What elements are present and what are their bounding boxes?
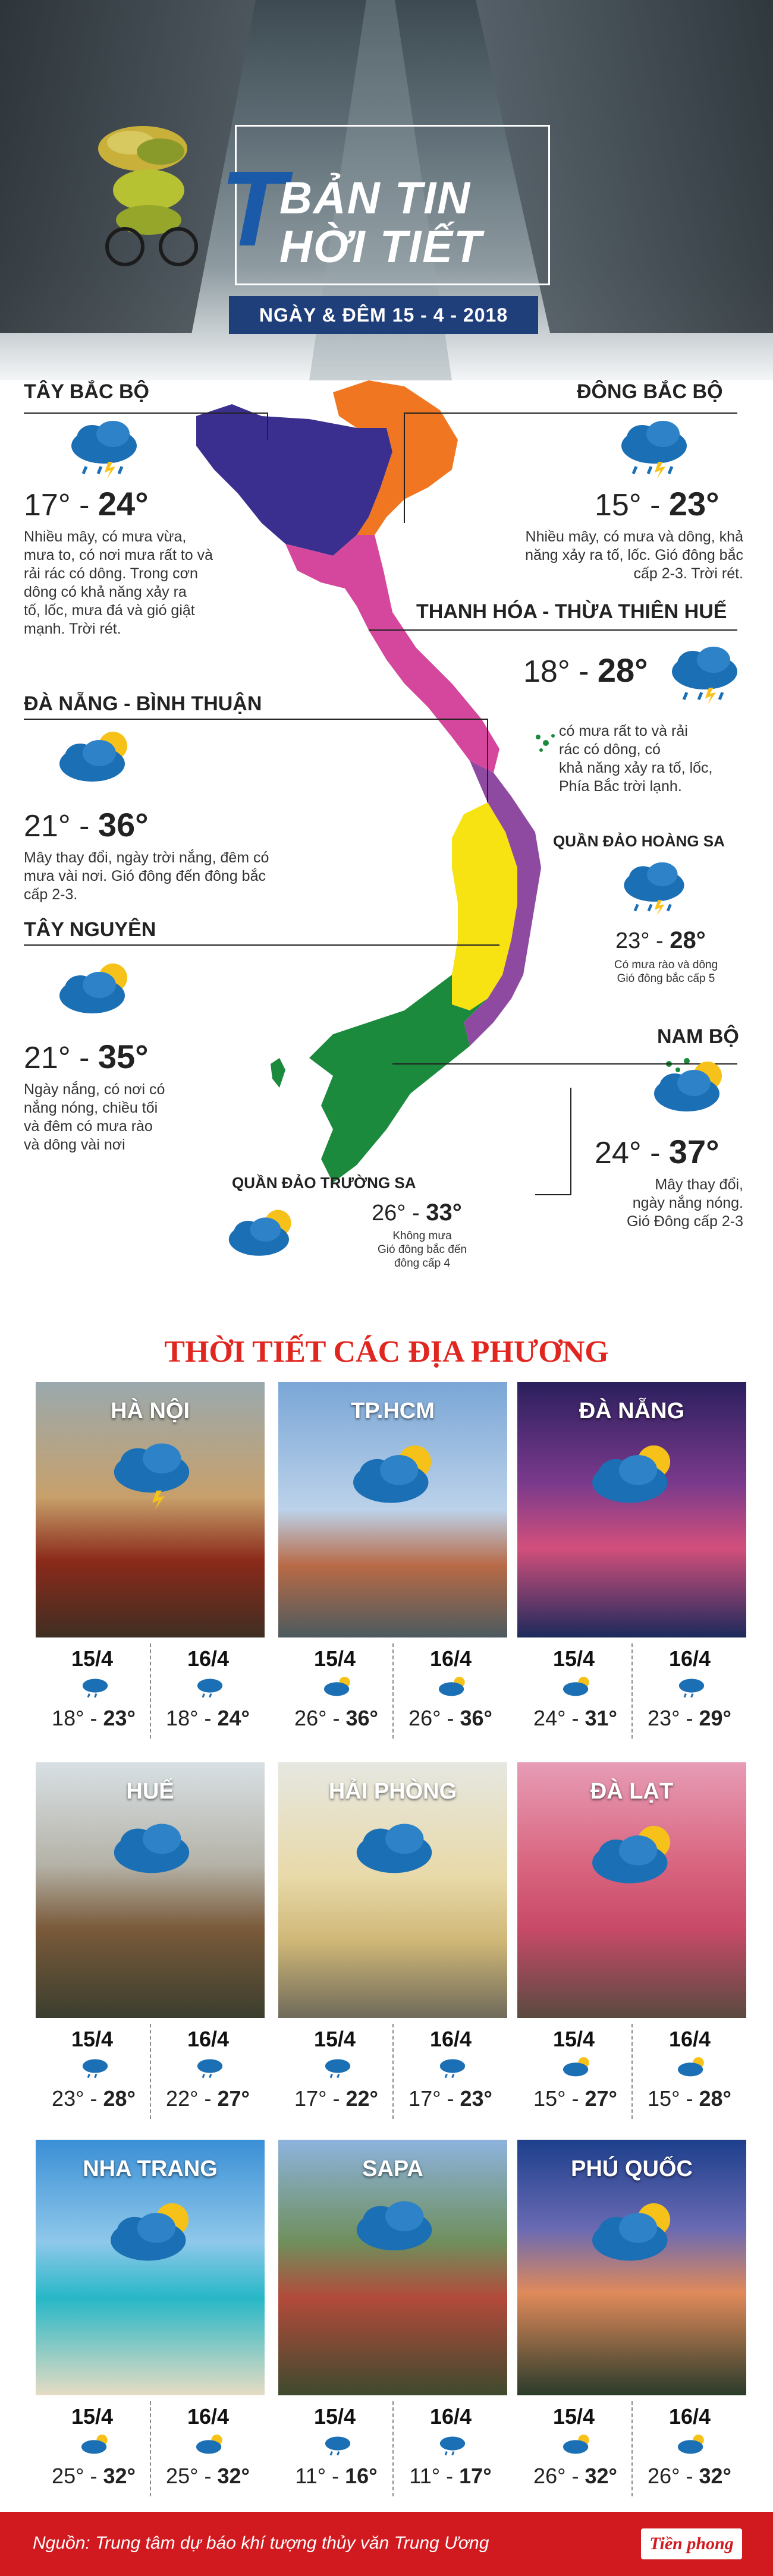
city-name: ĐÀ NẴNG — [579, 1399, 685, 1424]
sun-cloud-icon — [226, 1207, 297, 1261]
temp-low: 25° — [52, 2464, 84, 2488]
temp-low: 17° — [294, 2086, 327, 2111]
desc-truong-sa — [357, 1229, 488, 1270]
title-line-1: BẢN TIN — [279, 173, 472, 223]
temp-low: 26° — [372, 1201, 406, 1226]
temp-high: 23° — [103, 1706, 136, 1730]
temp-low: 18° — [523, 654, 570, 689]
temp-truong-sa: 26° - 33° — [372, 1199, 462, 1226]
date-2: 16/4 — [668, 2027, 711, 2051]
temp-day-1: 15° - 27° — [533, 2086, 617, 2111]
temp-day-2: 22° - 27° — [166, 2086, 250, 2111]
bicycle-vendor-illustration — [89, 125, 208, 267]
temp-high: 28° — [699, 2086, 731, 2111]
sun-cloud-icon — [350, 1441, 439, 1510]
rain-icon — [350, 1822, 439, 1890]
desc-line: khả năng xảy ra tố, lốc, — [559, 760, 713, 776]
desc-line: Nhiều mây, có mưa vừa, — [24, 528, 187, 545]
sun-cloud-icon — [56, 728, 134, 788]
city-name: HÀ NỘI — [111, 1399, 190, 1424]
desc-hoang-sa — [601, 958, 731, 985]
sun-cloud-icon — [589, 2199, 678, 2268]
sun-cloud-icon — [677, 2433, 706, 2457]
temp-low: 26° — [294, 1706, 327, 1730]
desc-nam-bo — [571, 1176, 743, 1231]
temp-high: 17° — [459, 2464, 492, 2488]
desc-line: Phía Bắc trời lạnh. — [559, 778, 682, 795]
city-name: SAPA — [362, 2156, 423, 2181]
temp-low: 23° — [648, 1706, 680, 1730]
desc-line: và dông vài nơi — [24, 1136, 125, 1153]
map-island-hoang-sa — [536, 734, 555, 752]
divider — [150, 1643, 151, 1739]
temp-dong-bac: 15° - 23° — [595, 485, 719, 522]
temp-low: 21° — [24, 809, 71, 843]
rain-storm-icon — [666, 645, 743, 704]
divider — [392, 2024, 394, 2119]
sun-cloud-icon — [195, 2433, 225, 2457]
date-1: 15/4 — [552, 2027, 595, 2051]
temp-day-2: 11° - 17° — [409, 2464, 492, 2488]
sun-cloud-icon — [589, 1822, 678, 1890]
temp-high: 35° — [98, 1038, 149, 1075]
sun-cloud-icon — [562, 2055, 592, 2079]
map-island-phu-quoc — [271, 1058, 285, 1088]
divider — [631, 2024, 633, 2119]
city-name: HẢI PHÒNG — [328, 1779, 457, 1804]
temp-high: 27° — [585, 2086, 617, 2111]
city-card-da-lat — [517, 1762, 746, 2125]
desc-line: đông cấp 4 — [394, 1257, 451, 1270]
sun-cloud-icon — [589, 1441, 678, 1510]
temp-low: 17° — [24, 488, 71, 522]
rain-icon — [195, 2055, 225, 2079]
date-1: 15/4 — [71, 2404, 114, 2429]
desc-line: Mây thay đổi, — [655, 1176, 743, 1193]
rain-icon — [438, 2433, 467, 2457]
desc-tay-nguyen — [24, 1081, 165, 1154]
temp-day-1: 25° - 32° — [52, 2464, 136, 2488]
city-card-sapa — [278, 2140, 507, 2502]
temp-low: 18° — [166, 1706, 199, 1730]
city-card-ha-noi — [36, 1382, 265, 1744]
sun-cloud-icon — [562, 2433, 592, 2457]
temp-low: 21° — [24, 1041, 71, 1075]
temp-low: 11° — [295, 2464, 326, 2488]
temp-day-1: 26° - 36° — [294, 1706, 378, 1730]
temp-high: 24° — [98, 485, 149, 522]
temp-day-1: 23° - 28° — [52, 2086, 136, 2111]
desc-line: và đêm có mưa rào — [24, 1118, 153, 1135]
city-card-phu-quoc — [517, 2140, 746, 2502]
temp-low: 26° — [409, 1706, 441, 1730]
temp-high: 36° — [460, 1706, 492, 1730]
desc-tay-bac — [24, 528, 213, 638]
temp-low: 22° — [166, 2086, 199, 2111]
date-2: 16/4 — [429, 2404, 472, 2429]
temp-day-1: 11° - 16° — [295, 2464, 378, 2488]
desc-line: năng xảy ra tố, lốc. Gió đông bắc — [525, 547, 743, 563]
rain-icon — [107, 1822, 196, 1890]
divider — [631, 2401, 633, 2496]
date-2: 16/4 — [668, 1646, 711, 1671]
temp-low: 26° — [533, 2464, 566, 2488]
temp-day-2: 26° - 32° — [648, 2464, 731, 2488]
date-2: 16/4 — [429, 2027, 472, 2051]
temp-high: 23° — [460, 2086, 492, 2111]
sun-cloud-icon — [56, 960, 134, 1019]
title-big-letter: T — [220, 149, 285, 269]
date-2: 16/4 — [187, 1646, 230, 1671]
temp-high: 32° — [103, 2464, 136, 2488]
temp-high: 36° — [345, 1706, 378, 1730]
city-card-hai-phong — [278, 1762, 507, 2125]
sun-cloud-icon — [438, 1675, 467, 1699]
temp-hoang-sa: 23° - 28° — [615, 927, 706, 953]
region-title-thanh-hoa-hue: THANH HÓA - THỪA THIÊN HUẾ — [416, 600, 727, 623]
temp-low: 26° — [648, 2464, 680, 2488]
rain-storm-icon — [65, 419, 143, 478]
divider — [392, 1643, 394, 1739]
rain-storm-icon — [107, 1441, 196, 1510]
temp-low: 18° — [52, 1706, 84, 1730]
tien-phong-logo[interactable]: Tiền phong — [641, 2528, 742, 2559]
temp-high: 32° — [585, 2464, 617, 2488]
rain-storm-icon — [618, 861, 690, 915]
desc-line: Gió đông bắc đến — [377, 1243, 467, 1256]
temp-day-2: 15° - 28° — [648, 2086, 731, 2111]
temp-day-2: 17° - 23° — [409, 2086, 492, 2111]
desc-line: tố, lốc, mưa đá và gió giật — [24, 602, 195, 619]
temp-high: 23° — [668, 485, 719, 522]
sun-cloud-icon — [323, 1675, 353, 1699]
temp-low: 11° — [409, 2464, 441, 2488]
rain-icon — [80, 1675, 110, 1699]
date-2: 16/4 — [187, 2404, 230, 2429]
temp-low: 23° — [52, 2086, 84, 2111]
desc-line: rải rác có dông. Trong cơn — [24, 565, 198, 582]
date-1: 15/4 — [313, 1646, 356, 1671]
city-name: HUẾ — [126, 1779, 174, 1804]
temp-high: 22° — [345, 2086, 378, 2111]
region-title-da-nang-binh-thuan: ĐÀ NẴNG - BÌNH THUẬN — [24, 692, 262, 715]
desc-line: nắng nóng, chiều tối — [24, 1100, 158, 1116]
temp-low: 15° — [648, 2086, 680, 2111]
temp-low: 15° — [595, 488, 642, 522]
sun-cloud-icon — [562, 1675, 592, 1699]
city-name: NHA TRANG — [83, 2156, 218, 2181]
region-title-nam-bo: NAM BỘ — [657, 1025, 739, 1048]
desc-line: rác có dông, có — [559, 741, 661, 758]
desc-line: Mây thay đổi, ngày trời nắng, đêm có — [24, 849, 269, 866]
desc-line: cấp 2-3. Trời rét. — [633, 565, 743, 582]
temp-tay-bac: 17° - 24° — [24, 485, 149, 522]
temp-low: 24° — [533, 1706, 566, 1730]
temp-high: 31° — [585, 1706, 617, 1730]
temp-day-2: 25° - 32° — [166, 2464, 250, 2488]
rain-icon — [195, 1675, 225, 1699]
temp-low: 15° — [533, 2086, 566, 2111]
rain-icon — [80, 2055, 110, 2079]
temp-high: 32° — [217, 2464, 250, 2488]
city-name: TP.HCM — [351, 1399, 435, 1424]
date-2: 16/4 — [429, 1646, 472, 1671]
desc-da-nang-binh-thuan — [24, 849, 269, 904]
date-1: 15/4 — [552, 1646, 595, 1671]
temp-high: 32° — [699, 2464, 731, 2488]
temp-day-2: 26° - 36° — [409, 1706, 492, 1730]
temp-low: 25° — [166, 2464, 199, 2488]
header-banner — [0, 0, 773, 380]
city-card-tp-hcm — [278, 1382, 507, 1744]
city-card-hue — [36, 1762, 265, 2125]
source-credit: Nguồn: Trung tâm dự báo khí tượng thủy văn Trung Ương — [33, 2533, 489, 2553]
region-title-tay-nguyen: TÂY NGUYÊN — [24, 918, 156, 941]
temp-thanh-hoa-hue: 18° - 28° — [523, 651, 648, 689]
temp-day-1: 26° - 32° — [533, 2464, 617, 2488]
desc-line: Gió đông bắc cấp 5 — [617, 972, 715, 985]
date-1: 15/4 — [552, 2404, 595, 2429]
desc-line: mưa to, có nơi mưa rất to và — [24, 547, 213, 563]
date-1: 15/4 — [71, 2027, 114, 2051]
temp-high: 16° — [345, 2464, 378, 2488]
temp-day-1: 24° - 31° — [533, 1706, 617, 1730]
region-title-hoang-sa: QUẦN ĐẢO HOÀNG SA — [553, 832, 725, 850]
city-name: PHÚ QUỐC — [571, 2156, 693, 2181]
rain-storm-icon — [615, 419, 693, 478]
desc-line: Gió Đông cấp 2-3 — [627, 1213, 743, 1230]
temp-day-2: 23° - 29° — [648, 1706, 731, 1730]
rain-icon — [438, 2055, 467, 2079]
date-1: 15/4 — [313, 2404, 356, 2429]
date-1: 15/4 — [313, 2027, 356, 2051]
temp-day-2: 18° - 24° — [166, 1706, 250, 1730]
date-banner: NGÀY & ĐÊM 15 - 4 - 2018 — [229, 296, 538, 334]
divider — [392, 2401, 394, 2496]
desc-line: ngày nắng nóng. — [632, 1195, 743, 1211]
city-name: ĐÀ LẠT — [590, 1779, 674, 1804]
divider — [150, 2401, 151, 2496]
city-card-da-nang — [517, 1382, 746, 1744]
title-line-2: HỜI TIẾT — [279, 222, 483, 272]
desc-line: dông có khả năng xảy ra — [24, 584, 187, 600]
desc-line: mưa vài nơi. Gió đông đến đông bắc — [24, 868, 266, 884]
temp-high: 28° — [670, 927, 706, 953]
temp-high: 27° — [217, 2086, 250, 2111]
temp-low: 24° — [595, 1136, 642, 1170]
divider — [150, 2024, 151, 2119]
desc-line: cấp 2-3. — [24, 886, 78, 903]
desc-dong-bac — [488, 528, 743, 583]
region-title-truong-sa: QUẦN ĐẢO TRƯỜNG SA — [232, 1174, 416, 1192]
sun-cloud-icon — [651, 1058, 728, 1117]
temp-high: 28° — [103, 2086, 136, 2111]
temp-high: 24° — [217, 1706, 250, 1730]
footer-bar — [0, 2512, 773, 2576]
desc-line: Không mưa — [392, 1230, 452, 1242]
temp-high: 28° — [597, 651, 648, 689]
region-title-tay-bac: TÂY BẮC BỘ — [24, 380, 149, 403]
divider — [631, 1643, 633, 1739]
desc-line: có mưa rất to và rải — [559, 723, 688, 739]
region-title-dong-bac: ĐÔNG BẮC BỘ — [577, 380, 723, 403]
temp-high: 33° — [426, 1199, 462, 1226]
desc-thanh-hoa-hue — [559, 722, 749, 796]
local-weather-heading: THỜI TIẾT CÁC ĐỊA PHƯƠNG — [164, 1335, 609, 1369]
temp-tay-nguyen: 21° - 35° — [24, 1038, 149, 1075]
desc-line: Nhiều mây, có mưa và dông, khả — [525, 528, 743, 545]
date-2: 16/4 — [668, 2404, 711, 2429]
desc-line: mạnh. Trời rét. — [24, 621, 121, 637]
date-1: 15/4 — [71, 1646, 114, 1671]
temp-day-1: 18° - 23° — [52, 1706, 136, 1730]
temp-day-1: 17° - 22° — [294, 2086, 378, 2111]
sun-cloud-icon — [107, 2199, 196, 2268]
desc-line: Có mưa rào và dông — [614, 959, 718, 971]
temp-nam-bo: 24° - 37° — [595, 1133, 719, 1170]
temp-high: 36° — [98, 806, 149, 843]
rain-icon — [350, 2199, 439, 2268]
sun-cloud-icon — [677, 2055, 706, 2079]
temp-high: 29° — [699, 1706, 731, 1730]
temp-low: 23° — [615, 928, 650, 953]
temp-high: 37° — [668, 1133, 719, 1170]
rain-icon — [677, 1675, 706, 1699]
temp-da-nang-binh-thuan: 21° - 36° — [24, 806, 149, 843]
city-card-nha-trang — [36, 2140, 265, 2502]
rain-icon — [323, 2055, 353, 2079]
date-2: 16/4 — [187, 2027, 230, 2051]
desc-line: Ngày nắng, có nơi có — [24, 1081, 165, 1098]
sun-cloud-icon — [80, 2433, 110, 2457]
rain-icon — [323, 2433, 353, 2457]
temp-low: 17° — [409, 2086, 441, 2111]
map-region-thanh-hoa-hue — [285, 535, 499, 773]
